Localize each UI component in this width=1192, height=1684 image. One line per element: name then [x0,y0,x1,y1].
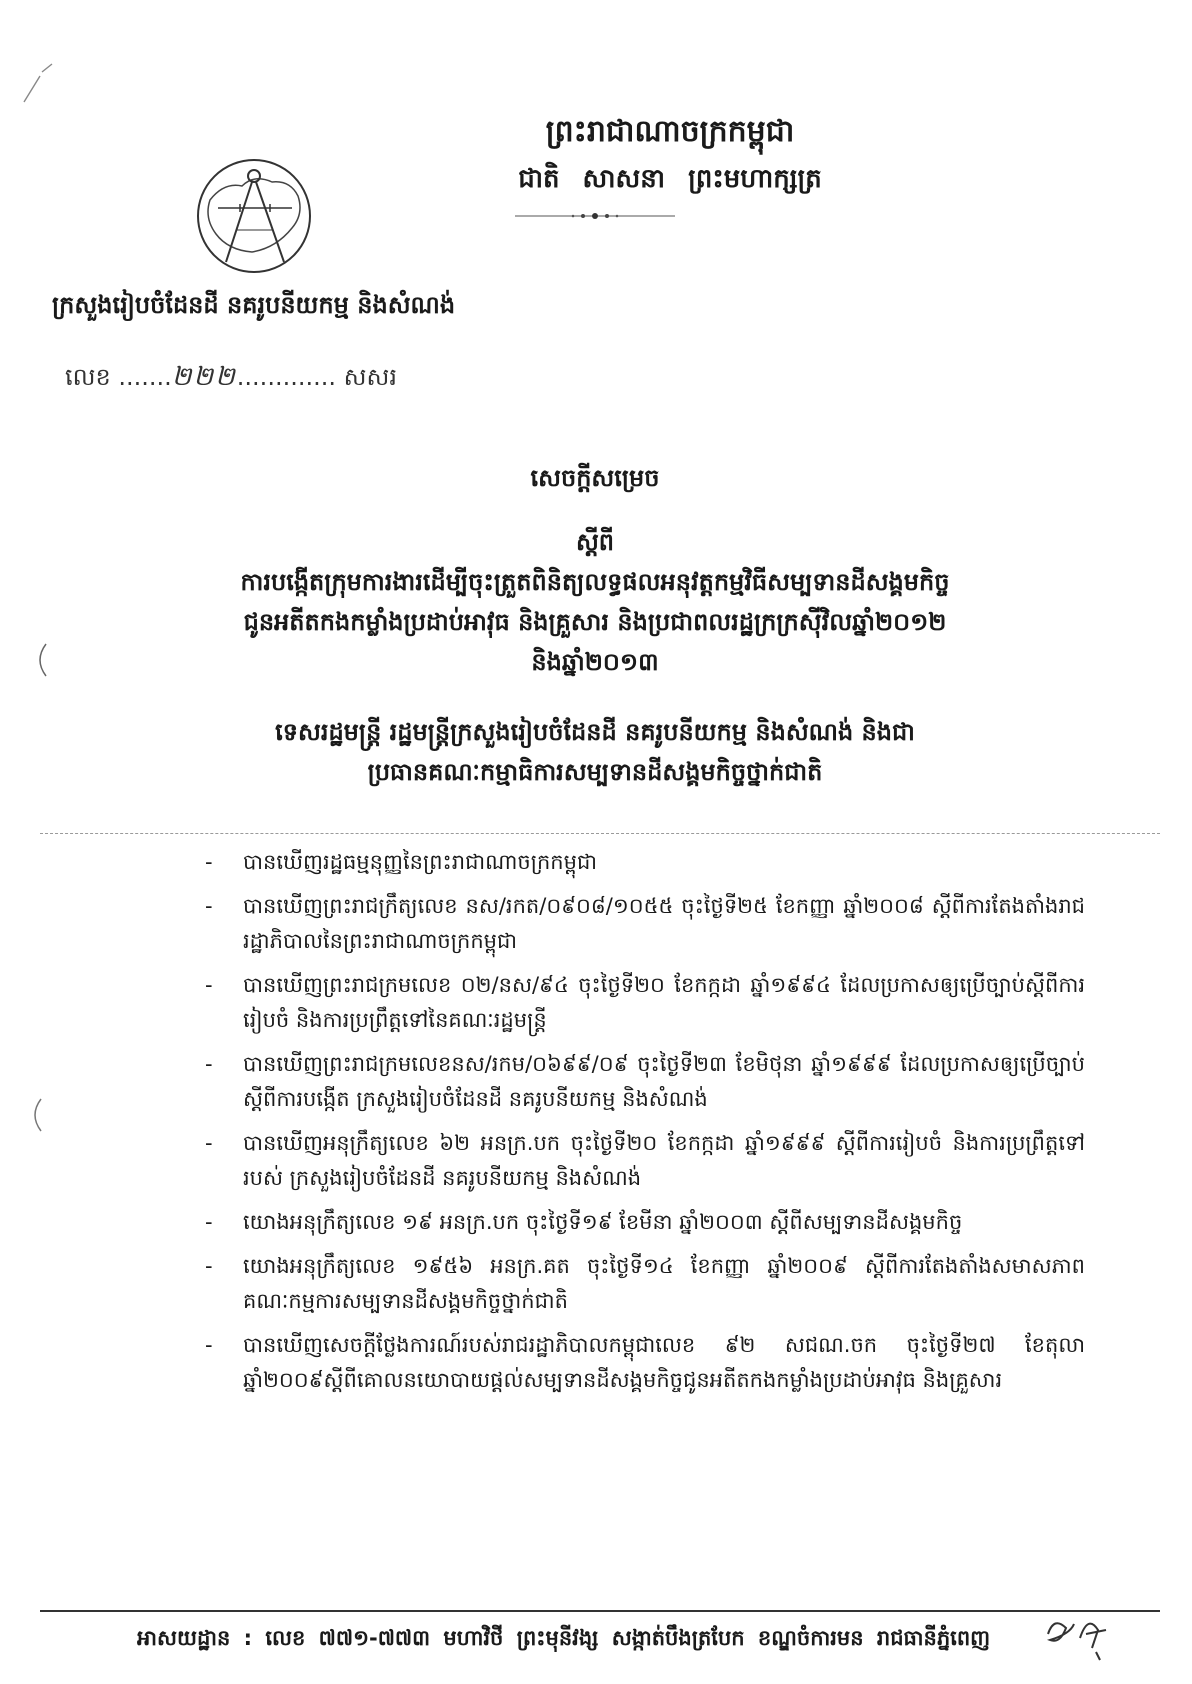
punch-hole-mark [30,640,50,680]
reference-number-line: លេខ .......២២២............. សសរ [65,362,397,392]
authority-block [120,712,1070,792]
header-ornament [515,212,675,220]
decision-title-block [120,458,1070,682]
reference-suffix: សសរ [343,363,397,391]
document-type: សេចក្តីសម្រេច [530,464,660,492]
preamble-list [205,845,1085,1407]
reference-prefix: លេខ [65,363,111,391]
footer-address: អាសយដ្ឋាន : លេខ ៧៧១-៧៧៣ មហាវិថី ព្រះមុនីវង្ស សង្កាត់បឹងត្របែក ខណ្ឌចំការមន រាជធានីភ្នំពេញ [137,1626,991,1650]
subject-line: ជូនអតីតកងកម្លាំងប្រដាប់អាវុធ និងគ្រួសារ និងប្រជាពលរដ្ឋក្រក្រសុីវិលឆ្នាំ២០១២ [243,608,947,636]
subject-line: ការបង្កើតក្រុមការងារដើម្បីចុះត្រួតពិនិត្យលទ្ធផលអនុវត្តកម្មវិធីសម្បទានដីសង្គមកិច្ច [240,568,950,596]
punch-hole-mark [25,1095,45,1135]
footer-rule [40,1610,1160,1612]
authority-line: ប្រធានគណៈកម្មាធិការសម្បទានដីសង្គមកិច្ចថ្នាក់ជាតិ [367,758,823,786]
subject-line: និងឆ្នាំ២០១៣ [531,648,659,676]
list-item: - បានឃើញព្រះរាជក្រឹត្យលេខ នស/រកត/០៩០៨/១០៥៥ ចុះថ្ងៃទី២៥ ខែកញ្ញា ឆ្នាំ២០០៨ ស្តីពីការតែងតាំងរាជរដ្ឋាភិបាលនៃព្រះរាជាណាចក្រកម្ពុជា [205,889,1085,959]
list-item: - បានឃើញរដ្ឋធម្មនុញ្ញនៃព្រះរាជាណាចក្រកម្ពុជា [205,845,1085,880]
list-item: - យោងអនុក្រឹត្យលេខ ១៩៥៦ អនក្រ.គត ចុះថ្ងៃទី១៤ ខែកញ្ញា ឆ្នាំ២០០៩ ស្តីពីការតែងតាំងសមាសភាពគណៈកម្មការសម្បទានដីសង្គមកិច្ចថ្នាក់ជាតិ [205,1249,1085,1319]
ministry-name: ក្រសួងរៀបចំដែនដី នគរូបនីយកម្ម និងសំណង់ [52,291,456,319]
list-item: - យោងអនុក្រឹត្យលេខ ១៩ អនក្រ.បក ចុះថ្ងៃទី១៩ ខែមីនា ឆ្នាំ២០០៣ ស្តីពីសម្បទានដីសង្គមកិច្ច [205,1205,1085,1240]
handwritten-initials [1040,1604,1120,1662]
list-item: - បានឃើញសេចក្តីថ្លែងការណ៍របស់រាជរដ្ឋាភិបាលកម្ពុជាលេខ ៩២ សជណ.ចក ចុះថ្ងៃទី២៧ ខែតុលា ឆ្នាំ២០០៩ស្តីពីគោលនយោបាយផ្តល់សម្បទានដីសង្គមកិច្ចជូនអតីតកងកម្លាំងប្រដាប់អាវុធ និងគ្រួសារ [205,1328,1085,1398]
reference-number: ២២២ [171,362,237,392]
section-divider [40,833,1160,834]
national-motto: ជាតិ សាសនា ព្រះមហាក្សត្រ [518,164,822,194]
ministry-logo [180,152,328,280]
about-label: ស្តីពី [575,528,615,556]
authority-line: ទេសរដ្ឋមន្ត្រី រដ្ឋមន្ត្រីក្រសួងរៀបចំដែនដី នគរូបនីយកម្ម និងសំណង់ និងជា [275,718,915,746]
list-item: - បានឃើញអនុក្រឹត្យលេខ ៦២ អនក្រ.បក ចុះថ្ងៃទី២០ ខែកក្កដា ឆ្នាំ១៩៩៩ ស្តីពីការរៀបចំ និងការប្រព្រឹត្តទៅរបស់ ក្រសួងរៀបចំដែនដី នគរូបនីយកម្ម និងសំណង់ [205,1126,1085,1196]
list-item: - បានឃើញព្រះរាជក្រមលេខ ០២/នស/៩៤ ចុះថ្ងៃទី២០ ខែកក្កដា ឆ្នាំ១៩៩៤ ដែលប្រកាសឲ្យប្រើច្បាប់ស្តីពីការរៀបចំ និងការប្រព្រឹត្តទៅនៃគណៈរដ្ឋមន្ត្រី [205,968,1085,1038]
list-item: - បានឃើញព្រះរាជក្រមលេខនស/រកម/០៦៩៩/០៩ ចុះថ្ងៃទី២៣ ខែមិថុនា ឆ្នាំ១៩៩៩ ដែលប្រកាសឲ្យប្រើច្បាប់ស្តីពីការបង្កើត ក្រសួងរៀបចំដែនដី នគរូបនីយកម្ម និងសំណង់ [205,1047,1085,1117]
pen-stroke-mark [18,60,68,110]
kingdom-heading: ព្រះរាជាណាចក្រកម្ពុជា [545,114,795,149]
